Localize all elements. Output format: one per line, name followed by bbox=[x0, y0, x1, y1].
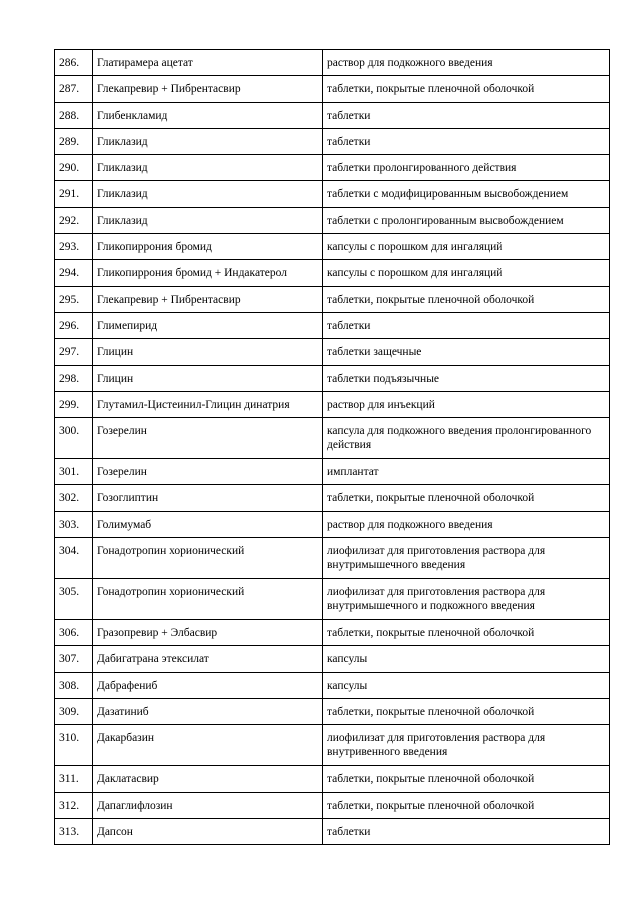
dosage-form: таблетки защечные bbox=[323, 339, 610, 365]
dosage-form: лиофилизат для приготовления раствора для внутримышечного введения bbox=[323, 538, 610, 579]
drug-name: Дабрафениб bbox=[93, 672, 323, 698]
row-number: 287. bbox=[55, 76, 93, 102]
table-row bbox=[55, 391, 610, 417]
row-number: 308. bbox=[55, 672, 93, 698]
table-row bbox=[55, 418, 610, 459]
drug-name: Гликлазид bbox=[93, 128, 323, 154]
row-number: 311. bbox=[55, 766, 93, 792]
table-row bbox=[55, 312, 610, 338]
table-row bbox=[55, 818, 610, 844]
table-row bbox=[55, 485, 610, 511]
drug-name: Гликопиррония бромид bbox=[93, 234, 323, 260]
drug-list-table bbox=[54, 49, 610, 845]
table-row bbox=[55, 286, 610, 312]
table-row bbox=[55, 207, 610, 233]
table-row bbox=[55, 459, 610, 485]
drug-name: Дапсон bbox=[93, 818, 323, 844]
drug-name: Гозоглиптин bbox=[93, 485, 323, 511]
drug-name: Голимумаб bbox=[93, 511, 323, 537]
row-number: 302. bbox=[55, 485, 93, 511]
dosage-form: капсулы с порошком для ингаляций bbox=[323, 234, 610, 260]
drug-name: Дабигатрана этексилат bbox=[93, 646, 323, 672]
drug-name: Гликлазид bbox=[93, 155, 323, 181]
dosage-form: таблетки, покрытые пленочной оболочкой bbox=[323, 286, 610, 312]
dosage-form: таблетки, покрытые пленочной оболочкой bbox=[323, 620, 610, 646]
drug-name: Глибенкламид bbox=[93, 102, 323, 128]
drug-name: Гонадотропин хорионический bbox=[93, 538, 323, 579]
row-number: 296. bbox=[55, 312, 93, 338]
table-row bbox=[55, 260, 610, 286]
dosage-form: таблетки, покрытые пленочной оболочкой bbox=[323, 792, 610, 818]
dosage-form: капсула для подкожного введения пролонгированного действия bbox=[323, 418, 610, 459]
dosage-form: раствор для подкожного введения bbox=[323, 511, 610, 537]
drug-name: Гликопиррония бромид + Индакатерол bbox=[93, 260, 323, 286]
dosage-form: таблетки bbox=[323, 102, 610, 128]
drug-name: Гразопревир + Элбасвир bbox=[93, 620, 323, 646]
dosage-form: таблетки, покрытые пленочной оболочкой bbox=[323, 698, 610, 724]
drug-name: Дакарбазин bbox=[93, 725, 323, 766]
table-row bbox=[55, 50, 610, 76]
dosage-form: капсулы с порошком для ингаляций bbox=[323, 260, 610, 286]
drug-name: Даклатасвир bbox=[93, 766, 323, 792]
dosage-form: таблетки, покрытые пленочной оболочкой bbox=[323, 76, 610, 102]
table-row bbox=[55, 76, 610, 102]
drug-list-body bbox=[55, 50, 610, 845]
row-number: 313. bbox=[55, 818, 93, 844]
dosage-form: таблетки с пролонгированным высвобождением bbox=[323, 207, 610, 233]
table-row bbox=[55, 102, 610, 128]
row-number: 294. bbox=[55, 260, 93, 286]
drug-name: Гликлазид bbox=[93, 181, 323, 207]
row-number: 306. bbox=[55, 620, 93, 646]
drug-name: Глутамил-Цистеинил-Глицин динатрия bbox=[93, 391, 323, 417]
dosage-form: раствор для подкожного введения bbox=[323, 50, 610, 76]
row-number: 307. bbox=[55, 646, 93, 672]
row-number: 301. bbox=[55, 459, 93, 485]
table-row bbox=[55, 511, 610, 537]
row-number: 299. bbox=[55, 391, 93, 417]
row-number: 309. bbox=[55, 698, 93, 724]
row-number: 303. bbox=[55, 511, 93, 537]
table-row bbox=[55, 672, 610, 698]
drug-name: Глицин bbox=[93, 339, 323, 365]
table-row bbox=[55, 725, 610, 766]
row-number: 286. bbox=[55, 50, 93, 76]
dosage-form: капсулы bbox=[323, 672, 610, 698]
dosage-form: таблетки, покрытые пленочной оболочкой bbox=[323, 485, 610, 511]
table-row bbox=[55, 128, 610, 154]
table-row bbox=[55, 766, 610, 792]
row-number: 295. bbox=[55, 286, 93, 312]
dosage-form: лиофилизат для приготовления раствора для внутримышечного и подкожного введения bbox=[323, 579, 610, 620]
dosage-form: таблетки, покрытые пленочной оболочкой bbox=[323, 766, 610, 792]
dosage-form: таблетки подъязычные bbox=[323, 365, 610, 391]
row-number: 290. bbox=[55, 155, 93, 181]
drug-name: Гликлазид bbox=[93, 207, 323, 233]
drug-name: Дазатиниб bbox=[93, 698, 323, 724]
row-number: 291. bbox=[55, 181, 93, 207]
row-number: 300. bbox=[55, 418, 93, 459]
drug-name: Глекапревир + Пибрентасвир bbox=[93, 76, 323, 102]
drug-name: Гонадотропин хорионический bbox=[93, 579, 323, 620]
row-number: 297. bbox=[55, 339, 93, 365]
dosage-form: таблетки пролонгированного действия bbox=[323, 155, 610, 181]
dosage-form: таблетки bbox=[323, 312, 610, 338]
table-row bbox=[55, 620, 610, 646]
dosage-form: имплантат bbox=[323, 459, 610, 485]
row-number: 310. bbox=[55, 725, 93, 766]
row-number: 305. bbox=[55, 579, 93, 620]
drug-name: Дапаглифлозин bbox=[93, 792, 323, 818]
row-number: 289. bbox=[55, 128, 93, 154]
table-row bbox=[55, 538, 610, 579]
table-row bbox=[55, 579, 610, 620]
row-number: 312. bbox=[55, 792, 93, 818]
table-row bbox=[55, 792, 610, 818]
table-row bbox=[55, 234, 610, 260]
row-number: 292. bbox=[55, 207, 93, 233]
dosage-form: капсулы bbox=[323, 646, 610, 672]
dosage-form: лиофилизат для приготовления раствора для внутривенного введения bbox=[323, 725, 610, 766]
dosage-form: таблетки с модифицированным высвобождением bbox=[323, 181, 610, 207]
table-row bbox=[55, 365, 610, 391]
dosage-form: таблетки bbox=[323, 818, 610, 844]
row-number: 293. bbox=[55, 234, 93, 260]
row-number: 304. bbox=[55, 538, 93, 579]
row-number: 288. bbox=[55, 102, 93, 128]
drug-name: Гозерелин bbox=[93, 418, 323, 459]
table-row bbox=[55, 155, 610, 181]
drug-name: Глимепирид bbox=[93, 312, 323, 338]
table-row bbox=[55, 339, 610, 365]
table-row bbox=[55, 181, 610, 207]
drug-name: Глатирамера ацетат bbox=[93, 50, 323, 76]
table-row bbox=[55, 646, 610, 672]
drug-name: Гозерелин bbox=[93, 459, 323, 485]
table-row bbox=[55, 698, 610, 724]
dosage-form: раствор для инъекций bbox=[323, 391, 610, 417]
dosage-form: таблетки bbox=[323, 128, 610, 154]
drug-name: Глекапревир + Пибрентасвир bbox=[93, 286, 323, 312]
drug-name: Глицин bbox=[93, 365, 323, 391]
row-number: 298. bbox=[55, 365, 93, 391]
